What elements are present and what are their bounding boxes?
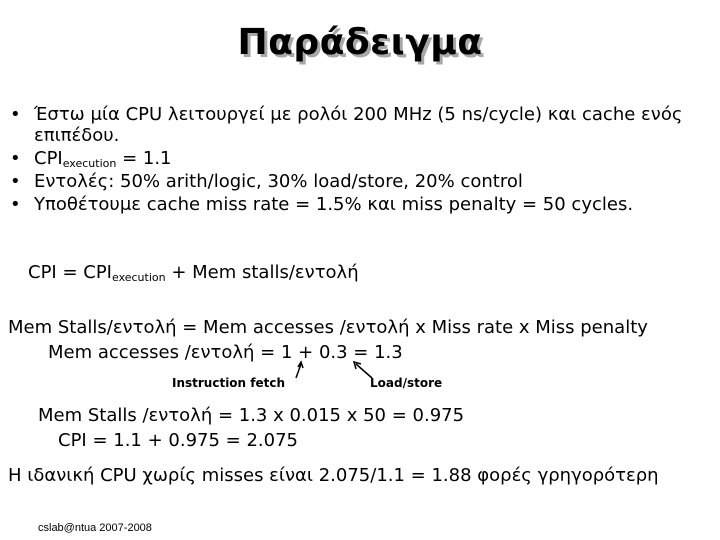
cpi-formula-subscript: execution (112, 271, 166, 284)
execution-subscript: execution (62, 157, 117, 170)
cpi-value: = 1.1 (116, 148, 172, 169)
footer-credit: cslab@ntua 2007-2008 (38, 522, 152, 534)
bullet-item-instruction-mix: • Εντολές: 50% arith/logic, 30% load/store, 20% control (10, 171, 716, 192)
bullet-item-miss-assumptions: • Υποθέτουμε cache miss rate = 1.5% και miss penalty = 50 cycles. (10, 194, 716, 215)
instruction-fetch-label: Instruction fetch (172, 376, 286, 390)
cpi-label: CPI (34, 148, 63, 169)
load-store-label: Load/store (370, 376, 443, 390)
mem-stalls-result: Mem Stalls /εντολή = 1.3 x 0.015 x 50 = 0.975 (38, 405, 465, 426)
cpi-formula-prefix: CPI = CPI (28, 262, 112, 283)
conclusion-text: Η ιδανική CPU χωρίς misses είναι 2.075/1.1 = 1.88 φορές γρηγορότερη (8, 465, 659, 486)
bullet-item-cpu-clock: • Έστω μία CPU λειτουργεί με ρολόι 200 MHz (5 ns/cycle) και cache ενός επιπέδου. (10, 104, 716, 146)
slide-title: Παράδειγμα (237, 22, 483, 63)
mem-stalls-formula: Mem Stalls/εντολή = Mem accesses /εντολή x Miss rate x Miss penalty (8, 317, 648, 338)
cpi-formula-suffix: + Mem stalls/εντολή (165, 262, 359, 283)
cpi-result: CPI = 1.1 + 0.975 = 2.075 (58, 430, 298, 451)
mem-accesses-formula: Mem accesses /εντολή = 1 + 0.3 = 1.3 (48, 342, 403, 363)
